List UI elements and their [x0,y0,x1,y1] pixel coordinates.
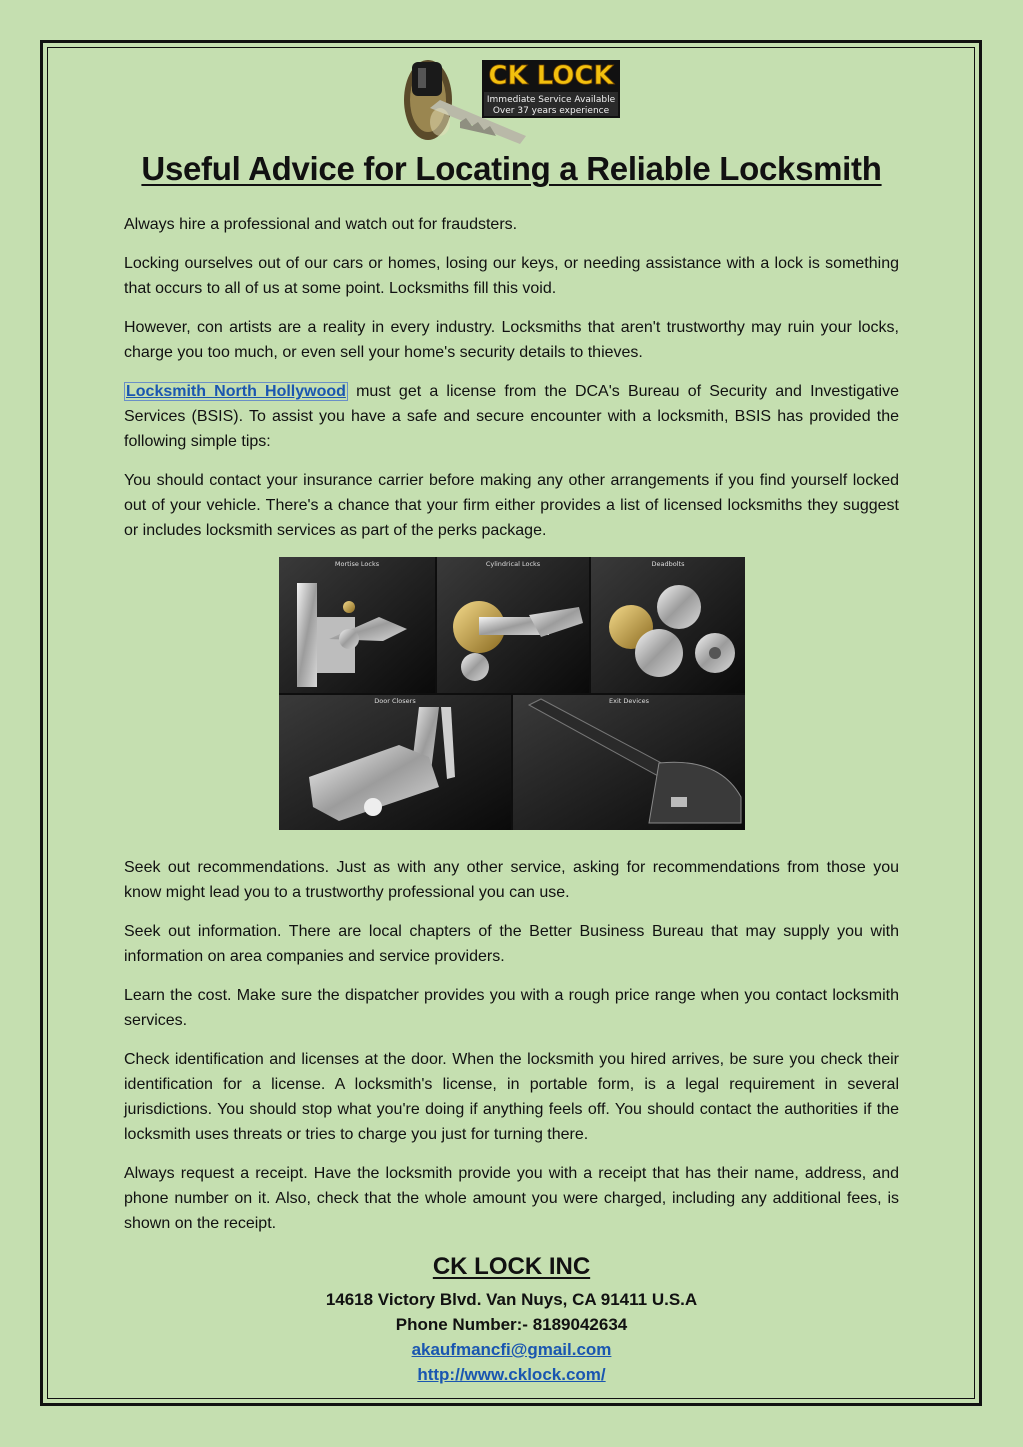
company-phone: Phone Number:- 8189042634 [395,1315,628,1334]
paragraph: Check identification and licenses at the door. When the locksmith you hired arrives, be sure you check their identification for a license. A locksmith's license, in portable form, is a legal requirement in several jurisdictions. You should stop what you're doing if anything feels off. You should contact the authorities if the locksmith uses threats or tries to charge you just for turning there. [124,1051,899,1143]
article-body [124,212,899,1250]
locksmith-north-hollywood-link[interactable]: Locksmith North Hollywood [126,383,346,400]
panel-label-mortise: Mortise Locks [334,560,380,568]
page-title: Useful Advice for Locating a Reliable Locksmith [141,150,882,187]
panel-label-door-closers: Door Closers [374,697,416,705]
paragraph-text: must get a license from the DCA's Bureau of Security and Investigative Services (BSIS). To assist you have a safe and secure encounter with a locksmith, BSIS has provided the following simple tips: [124,383,900,450]
panel-label-exit-devices: Exit Devices [609,697,649,705]
panel-label-deadbolts: Deadbolts [651,560,685,568]
paragraph: Seek out recommendations. Just as with any other service, asking for recommendations from those you know might lead you to a trustworthy professional you can use. [124,859,899,901]
paragraph: You should contact your insurance carrier before making any other arrangements if you find yourself locked out of your vehicle. There's a chance that your firm either provides a list of licensed locksmiths they suggest or includes locksmith services as part of the perks package. [124,472,899,539]
company-name: CK LOCK INC [432,1253,591,1280]
contact-footer [0,1253,1023,1387]
paragraph: Locking ourselves out of our cars or homes, losing our keys, or needing assistance with a lock is something that occurs to all of us at some point. Locksmiths fill this void. [124,255,899,297]
paragraph: However, con artists are a reality in every industry. Locksmiths that aren't trustworthy may ruin your locks, charge you too much, or even sell your home's security details to thieves. [124,319,899,361]
panel-label-cylindrical: Cylindrical Locks [485,560,541,568]
logo-tagline-2: Over 37 years experience [492,106,610,116]
lock-types-photo [279,557,745,830]
email-link[interactable]: akaufmancfi@gmail.com [411,1340,612,1359]
logo-tagline-1: Immediate Service Available [486,95,616,105]
paragraph-intro: Always hire a professional and watch out for fraudsters. [124,216,518,233]
company-address: 14618 Victory Blvd. Van Nuys, CA 91411 U.S.A [325,1290,698,1309]
paragraph: Always request a receipt. Have the locksmith provide you with a receipt that has their name, address, and phone number on it. Also, check that the whole amount you were charged, including any additional fees, is shown on the receipt. [124,1165,899,1232]
logo-brand-text: CK LOCK [488,61,614,91]
ck-lock-logo [400,56,624,150]
paragraph-with-link [124,379,899,454]
paragraph: Seek out information. There are local chapters of the Better Business Bureau that may supply you with information on area companies and service providers. [124,923,899,965]
paragraph: Learn the cost. Make sure the dispatcher provides you with a rough price range when you contact locksmith services. [124,987,899,1029]
website-link[interactable]: http://www.cklock.com/ [417,1365,606,1384]
